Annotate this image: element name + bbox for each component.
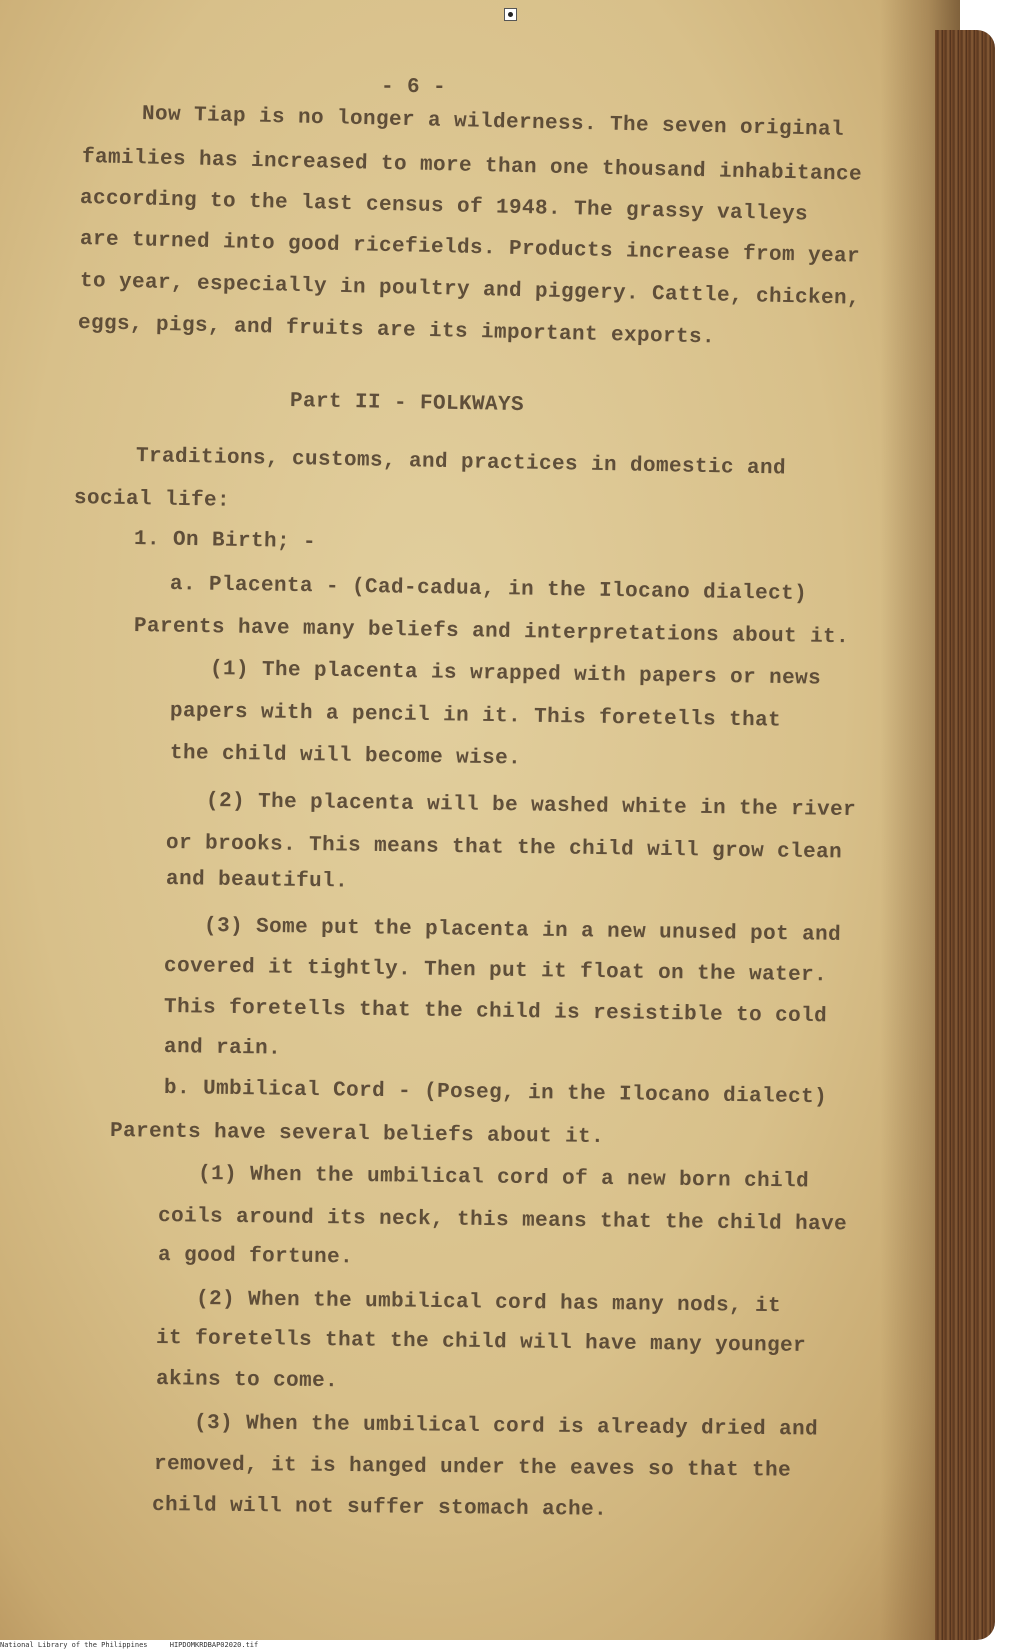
text-line: (1) The placenta is wrapped with papers or news [209,658,822,691]
text-line: (2) The placenta will be washed white in the river [205,790,857,823]
text-line: families has increased to more than one thousand inhabitance [81,146,863,187]
footer-file: HIPDOMKRDBAP02020.tif [169,1641,259,1649]
scan-footer [0,1640,1022,1650]
text-line: This foretells that the child is resistible to cold [163,996,828,1029]
text-line: 1. On Birth; - [133,528,317,555]
text-line: the child will become wise. [169,742,522,771]
text-line: a good fortune. [157,1244,354,1270]
text-line: covered it tightly. Then put it float on the water. [163,955,828,988]
text-line: akins to come. [155,1368,339,1394]
text-line: child will not suffer stomach ache. [151,1494,608,1522]
text-line: Now Tiap is no longer a wilderness. The seven original [141,103,845,142]
text-line: removed, it is hanged under the eaves so that the [153,1453,792,1483]
text-line: b. Umbilical Cord - (Poseg, in the Ilocano dialect) [163,1077,828,1110]
text-line: coils around its neck, this means that the child have [157,1205,848,1237]
text-line: (3) Some put the placenta in a new unused pot and [203,915,842,947]
section-heading: Part II - FOLKWAYS [289,390,525,418]
text-line: social life: [73,487,231,513]
text-line: are turned into good ricefields. Products increase from year [79,228,861,269]
text-line: a. Placenta - (Cad-cadua, in the Ilocano dialect) [169,573,808,607]
text-line: it foretells that the child will have many younger [155,1327,807,1358]
text-line: or brooks. This means that the child will grow clean [165,832,843,865]
text-line: to year, especially in poultry and piggery. Cattle, chicken, [79,270,861,311]
text-line: eggs, pigs, and fruits are its important exports. [77,312,716,350]
text-line: according to the last census of 1948. The grassy valleys [79,187,809,227]
text-line: Traditions, customs, and practices in domestic and [135,445,787,481]
page-number: - 6 - [380,75,447,100]
text-line: (2) When the umbilical cord has many nods, it [195,1288,782,1319]
book-page-edges [935,30,995,1640]
text-line: (3) When the umbilical cord is already dried and [193,1412,819,1442]
text-line: and rain. [163,1036,282,1061]
footer-source: National Library of the Philippines [0,1641,148,1649]
text-line: papers with a pencil in it. This foretells that [169,700,782,733]
text-line: and beautiful. [165,868,349,894]
text-line: Parents have several beliefs about it. [109,1120,605,1150]
scan-marker-icon [504,8,517,21]
text-line: Parents have many beliefs and interpretations about it. [133,615,850,650]
text-line: (1) When the umbilical cord of a new born child [197,1163,810,1194]
